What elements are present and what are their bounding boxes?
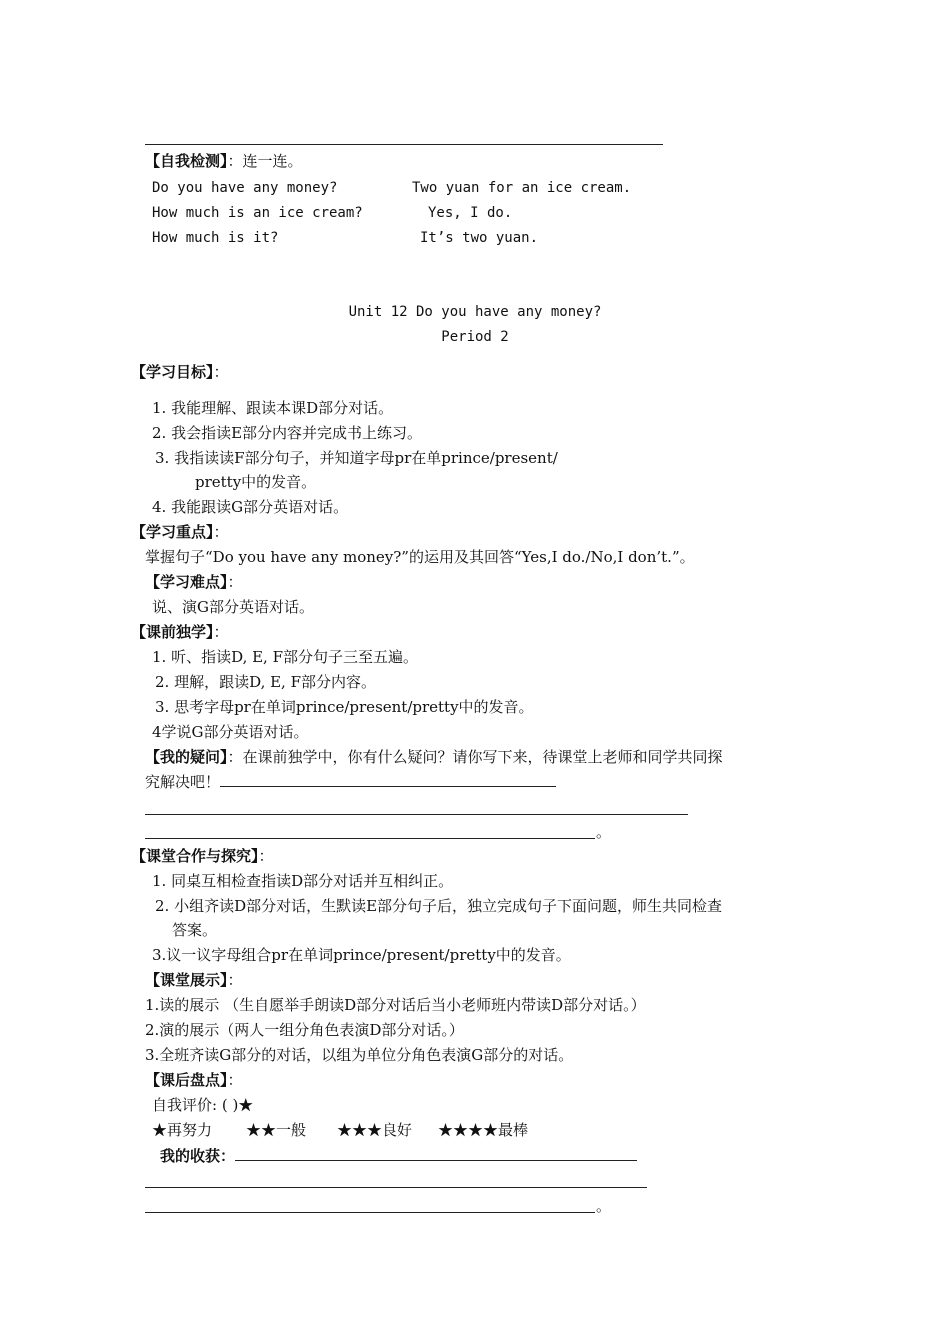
key-points-title: 【学习重点】 [131,523,214,541]
harvest-line [160,1146,637,1166]
display-colon: ： [227,971,243,989]
goals-heading [131,362,229,382]
questions-answer-blank-3[interactable] [145,838,595,839]
preview-item-4: 4学说G部分英语对话。 [152,723,309,741]
questions-answer-blank-2[interactable] [145,814,688,815]
self-check-heading [145,151,303,171]
key-points-text: 掌握句子“Do you have any money?”的运用及其回答“Yes,I do./No,I don’t.”。 [145,548,695,566]
harvest-label: 我的收获： [160,1147,236,1165]
cooperation-colon: ： [258,847,274,865]
cooperation-heading [131,846,274,866]
questions-answer-blank-1[interactable] [220,772,556,787]
match-left-3: How much is it? [152,230,279,246]
difficulty-title: 【学习难点】 [145,573,228,591]
cooperation-item-2-cont: 答案。 [172,921,218,939]
goal-item-1: 1. 我能理解、跟读本课D部分对话。 [152,399,394,417]
preview-colon: ： [213,623,229,641]
match-right-3: It’s two yuan. [420,230,539,246]
match-right-2: Yes, I do. [428,205,513,221]
display-heading [145,970,243,990]
goals-colon: ： [213,363,229,381]
match-right-1: Two yuan for an ice cream. [412,180,632,196]
cooperation-item-1: 1. 同桌互相检查指读D部分对话并互相纠正。 [152,872,454,890]
goal-item-3: 3. 我指读读F部分句子，并知道字母pr在单prince/present/ [155,449,558,467]
display-item-2: 2.演的展示（两人一组分角色表演D部分对话。） [145,1021,464,1039]
display-title: 【课堂展示】 [145,971,228,989]
harvest-blank-1[interactable] [235,1146,637,1161]
goal-item-4: 4. 我能跟读G部分英语对话。 [152,498,349,516]
questions-heading [145,747,723,767]
difficulty-text: 说、演G部分英语对话。 [152,598,314,616]
questions-line-2 [145,772,556,792]
period-title: Period 2 [441,329,509,345]
review-colon: ： [227,1071,243,1089]
match-left-1: Do you have any money? [152,180,338,196]
questions-title: 【我的疑问】 [145,748,228,766]
cooperation-item-2: 2. 小组齐读D部分对话，生默读E部分句子后，独立完成句子下面问题，师生共同检查 [155,897,723,915]
goal-item-3-cont: pretty中的发音。 [195,473,317,491]
difficulty-colon: ： [227,573,243,591]
preview-item-3: 3. 思考字母pr在单词prince/present/pretty中的发音。 [155,698,534,716]
cooperation-item-3: 3.议一议字母组合pr在单词prince/present/pretty中的发音。 [152,946,571,964]
rating-1: ★再努力 [152,1121,213,1139]
questions-text-2: 究解决吧！ [145,773,221,791]
rating-4: ★★★★最棒 [438,1121,529,1139]
questions-text: ：在课前独学中，你有什么疑问？请你写下来，待课堂上老师和同学共同探 [227,748,723,766]
questions-end-mark: 。 [596,823,612,841]
goals-title: 【学习目标】 [131,363,214,381]
display-item-3: 3.全班齐读G部分的对话，以组为单位分角色表演G部分的对话。 [145,1046,574,1064]
top-divider [145,144,663,145]
goal-item-2: 2. 我会指读E部分内容并完成书上练习。 [152,424,423,442]
unit-title: Unit 12 Do you have any money? [348,304,602,320]
preview-item-2: 2. 理解，跟读D, E, F部分内容。 [155,673,377,691]
difficulty-heading [145,572,243,592]
harvest-end-mark: 。 [596,1197,612,1215]
rating-3: ★★★良好 [337,1121,413,1139]
harvest-blank-3[interactable] [145,1212,595,1213]
self-check-instruction: ：连一连。 [227,152,303,170]
self-check-title: 【自我检测】 [145,152,228,170]
review-heading [145,1070,243,1090]
key-points-heading [131,522,229,542]
preview-item-1: 1. 听、指读D, E, F部分句子三至五遍。 [152,648,419,666]
review-title: 【课后盘点】 [145,1071,228,1089]
self-evaluation: 自我评价: ( )★ [152,1096,254,1114]
rating-2: ★★一般 [246,1121,307,1139]
cooperation-title: 【课堂合作与探究】 [131,847,259,865]
preview-heading [131,622,229,642]
preview-title: 【课前独学】 [131,623,214,641]
display-item-1: 1.读的展示 （生自愿举手朗读D部分对话后当小老师班内带读D部分对话。） [145,996,646,1014]
key-points-colon: ： [213,523,229,541]
match-left-2: How much is an ice cream? [152,205,363,221]
harvest-blank-2[interactable] [145,1187,647,1188]
